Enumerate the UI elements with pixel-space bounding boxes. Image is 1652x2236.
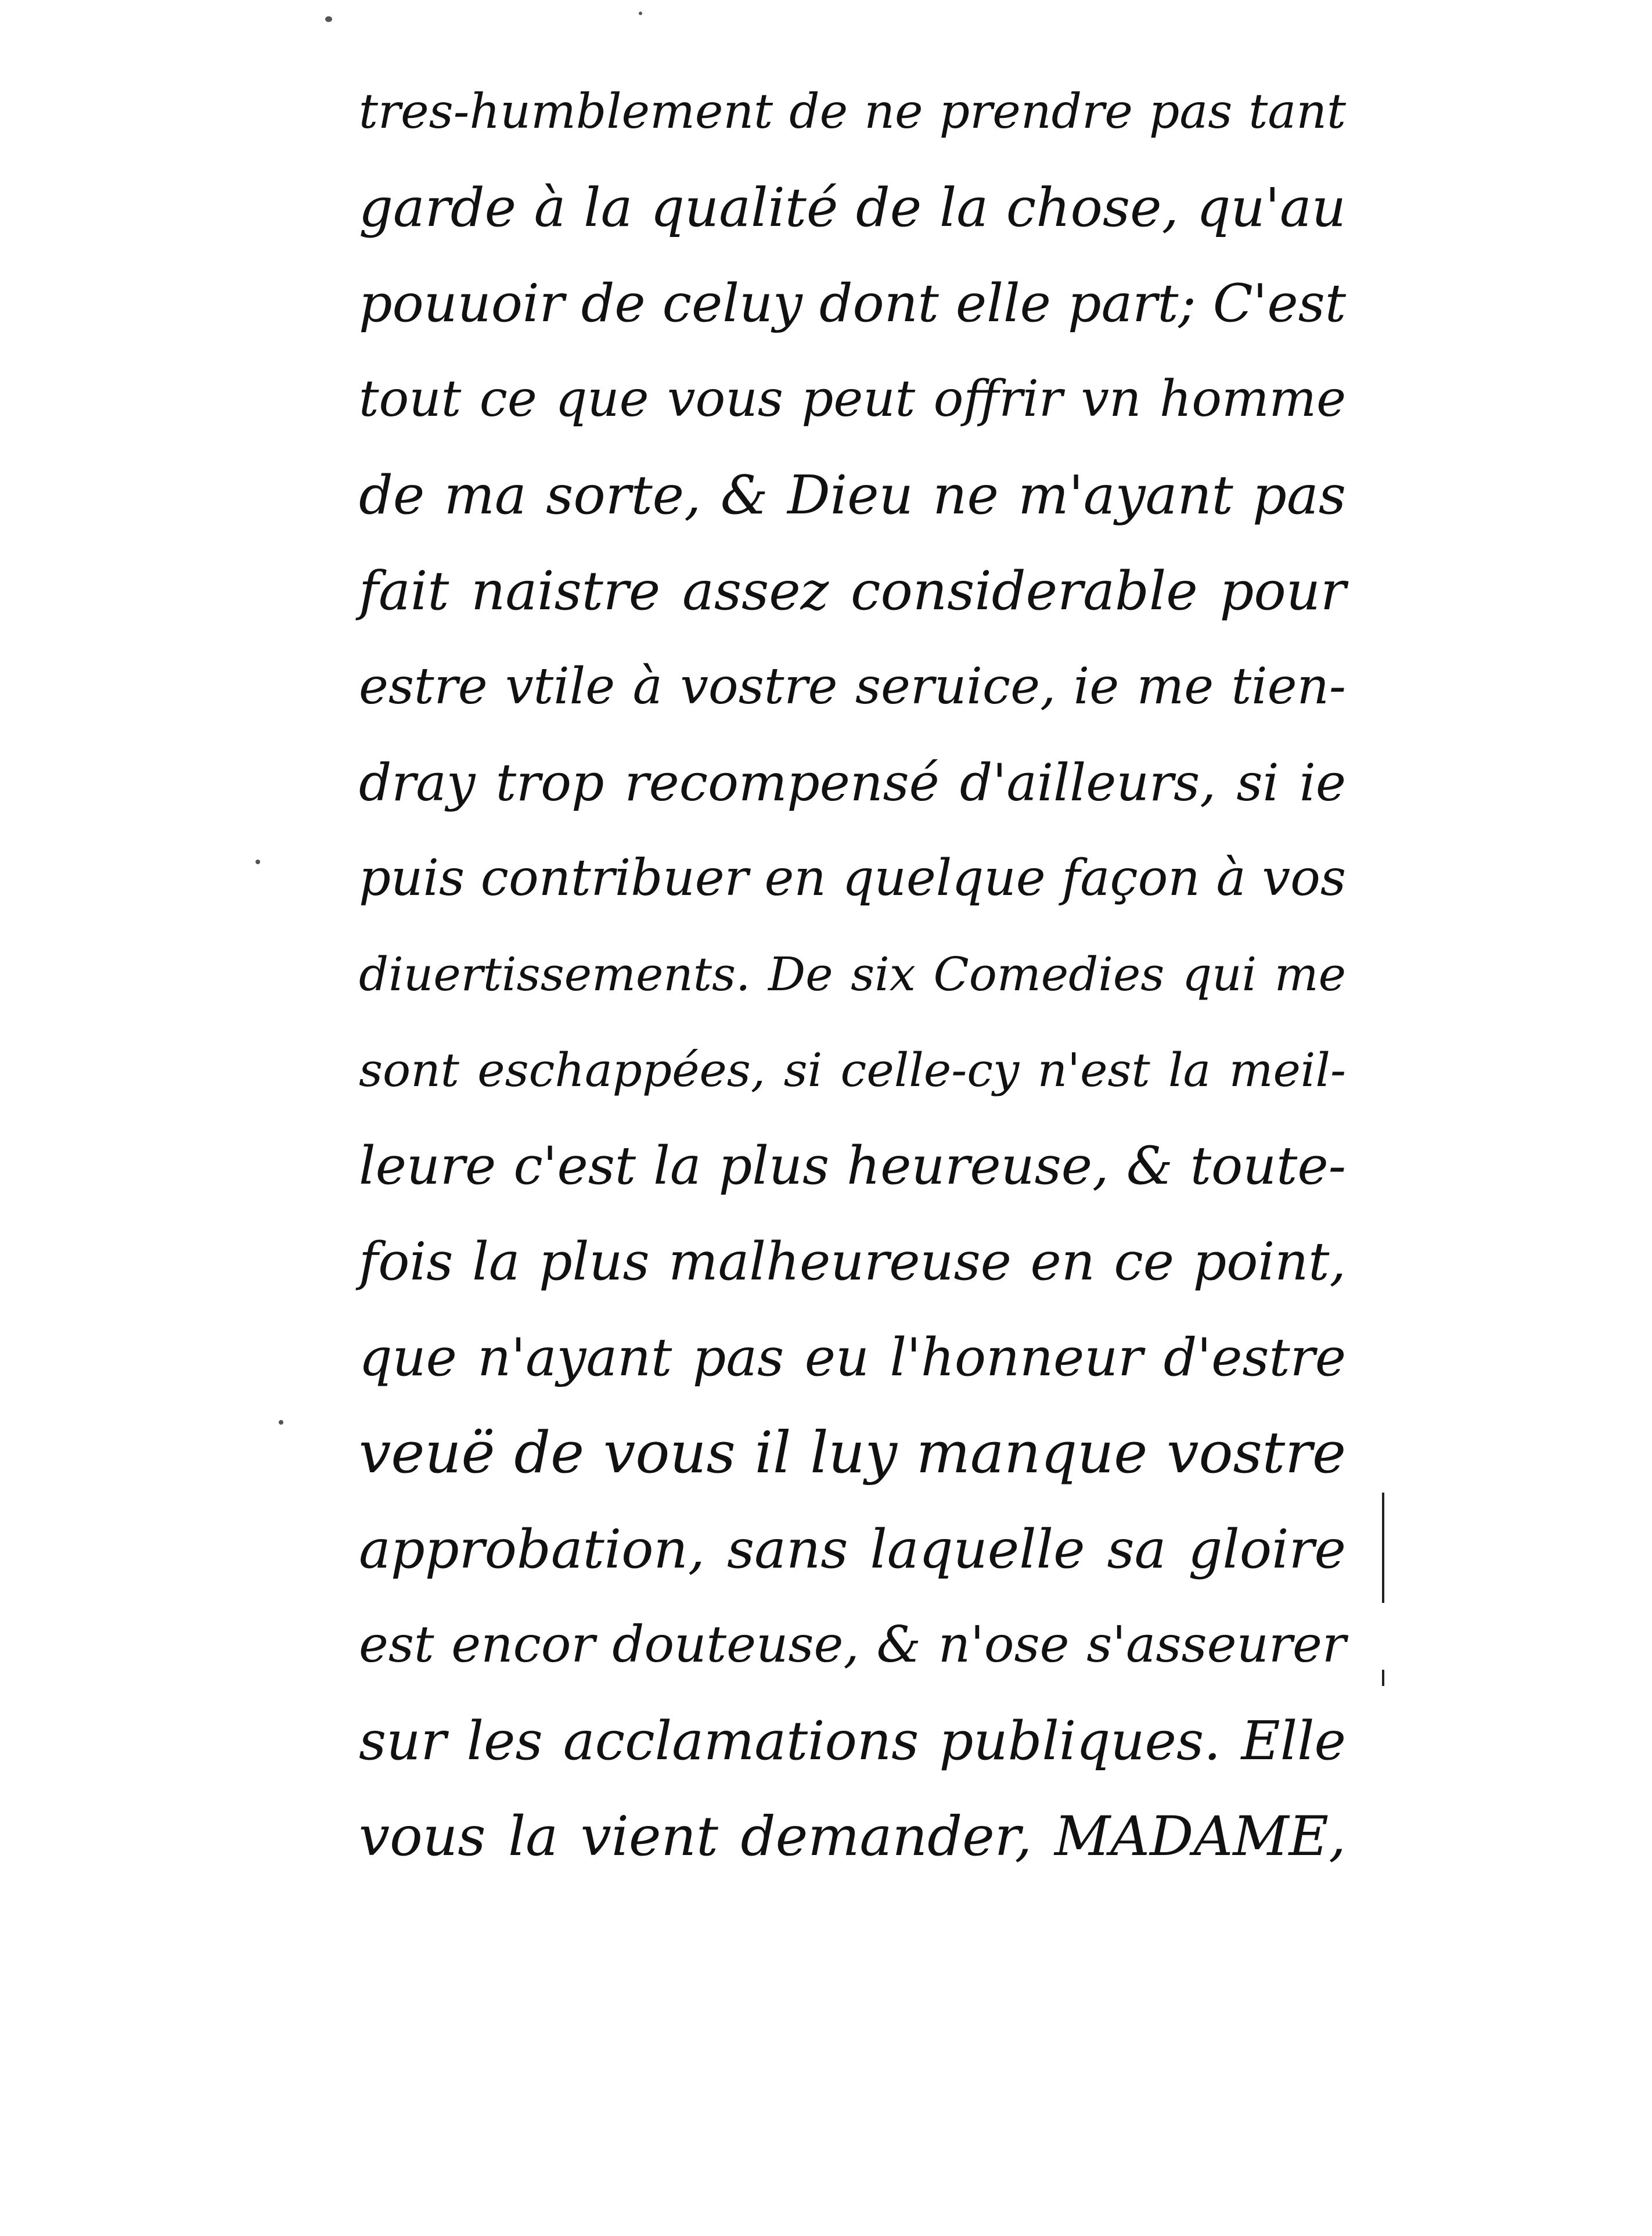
scan-speck bbox=[279, 1420, 283, 1425]
text-line: dray trop recompensé d'ailleurs, si ie bbox=[359, 753, 1346, 813]
text-line: veuë de vous il luy manque vostre bbox=[359, 1420, 1346, 1486]
text-line: approbation, sans laquelle sa gloire bbox=[359, 1518, 1346, 1580]
margin-rule bbox=[1382, 1670, 1384, 1686]
text-line: sont eschappées, si celle-cy n'est la meil- bbox=[359, 1043, 1346, 1097]
text-line: leure c'est la plus heureuse, & toute- bbox=[359, 1135, 1346, 1196]
text-line: tres-humblement de ne prendre pas tant bbox=[359, 84, 1346, 139]
body-text bbox=[359, 64, 1346, 1885]
text-line: fois la plus malheureuse en ce point, bbox=[359, 1231, 1346, 1292]
text-line: garde à la qualité de la chose, qu'au bbox=[359, 177, 1346, 239]
text-line: estre vtile à vostre seruice, ie me tien- bbox=[359, 657, 1346, 716]
text-line: que n'ayant pas eu l'honneur d'estre bbox=[359, 1327, 1346, 1388]
scan-speck bbox=[325, 16, 332, 22]
text-line: vous la vient demander, MADAME, bbox=[359, 1805, 1346, 1868]
text-line: pouuoir de celuy dont elle part; C'est bbox=[359, 273, 1346, 334]
text-line: fait naistre assez considerable pour bbox=[359, 560, 1346, 622]
text-line: de ma sorte, & Dieu ne m'ayant pas bbox=[359, 464, 1346, 526]
text-line: diuertissements. De six Comedies qui me bbox=[359, 947, 1346, 1001]
text-line: puis contribuer en quelque façon à vos bbox=[359, 849, 1346, 907]
text-line: sur les acclamations publiques. Elle bbox=[359, 1710, 1346, 1772]
margin-rule bbox=[1382, 1493, 1384, 1603]
scan-speck bbox=[255, 860, 260, 864]
text-line: est encor douteuse, & n'ose s'asseurer bbox=[359, 1616, 1346, 1674]
text-line: tout ce que vous peut offrir vn homme bbox=[359, 370, 1346, 428]
scan-speck bbox=[639, 12, 642, 15]
